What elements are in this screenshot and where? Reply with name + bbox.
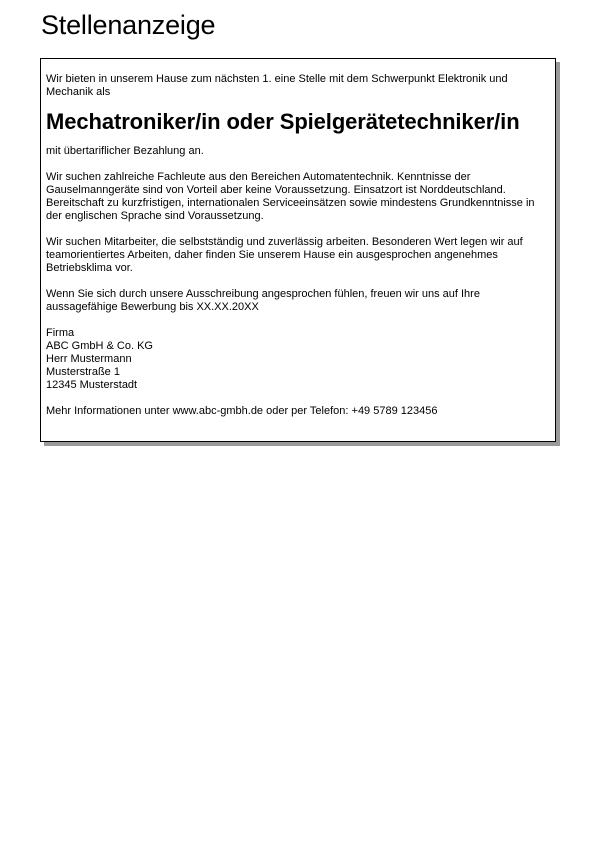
ad-intro-text: Wir bieten in unserem Hause zum nächsten 1. eine Stelle mit dem Schwerpunkt Elektronik und Mechanik als [46,73,508,98]
application-text: Wenn Sie sich durch unsere Ausschreibung angesprochen fühlen, freuen wir uns auf Ihre aussagefähige Bewerbung bis XX.XX.20XX [46,288,480,313]
page-title: Stellenanzeige [41,10,216,40]
contact-person: Herr Mustermann [46,353,132,365]
address-label: Firma [46,327,75,339]
company-name: ABC GmbH & Co. KG [46,340,153,352]
city-address: 12345 Musterstadt [46,379,138,391]
job-ad-box [40,58,556,442]
job-title: Mechatroniker/in oder Spielgerätetechniker/in [46,109,520,134]
requirements-text: Wir suchen zahlreiche Fachleute aus den Bereichen Automatentechnik. Kenntnisse der Gauselmanngeräte sind von Vorteil aber keine Voraussetzung. Einsatzort ist Norddeutschland. Bereitschaft zu kurzfristigen, internationalen Serviceeinsätzen sowie mindestens Grundkenntnisse in der englischen Sprache sind Voraussetzung. [46,171,535,222]
team-text: Wir suchen Mitarbeiter, die selbstständig und zuverlässig arbeiten. Besonderen Wert legen wir auf teamorientiertes Arbeiten, daher finden Sie unserem Hause ein ausgesprochen angenehmes Betriebsklima vor. [46,236,523,274]
company-address [46,327,550,392]
more-info-text: Mehr Informationen unter www.abc-gmbh.de oder per Telefon: +49 5789 123456 [46,405,438,417]
salary-text: mit übertariflicher Bezahlung an. [46,145,204,157]
street-address: Musterstraße 1 [46,366,120,378]
